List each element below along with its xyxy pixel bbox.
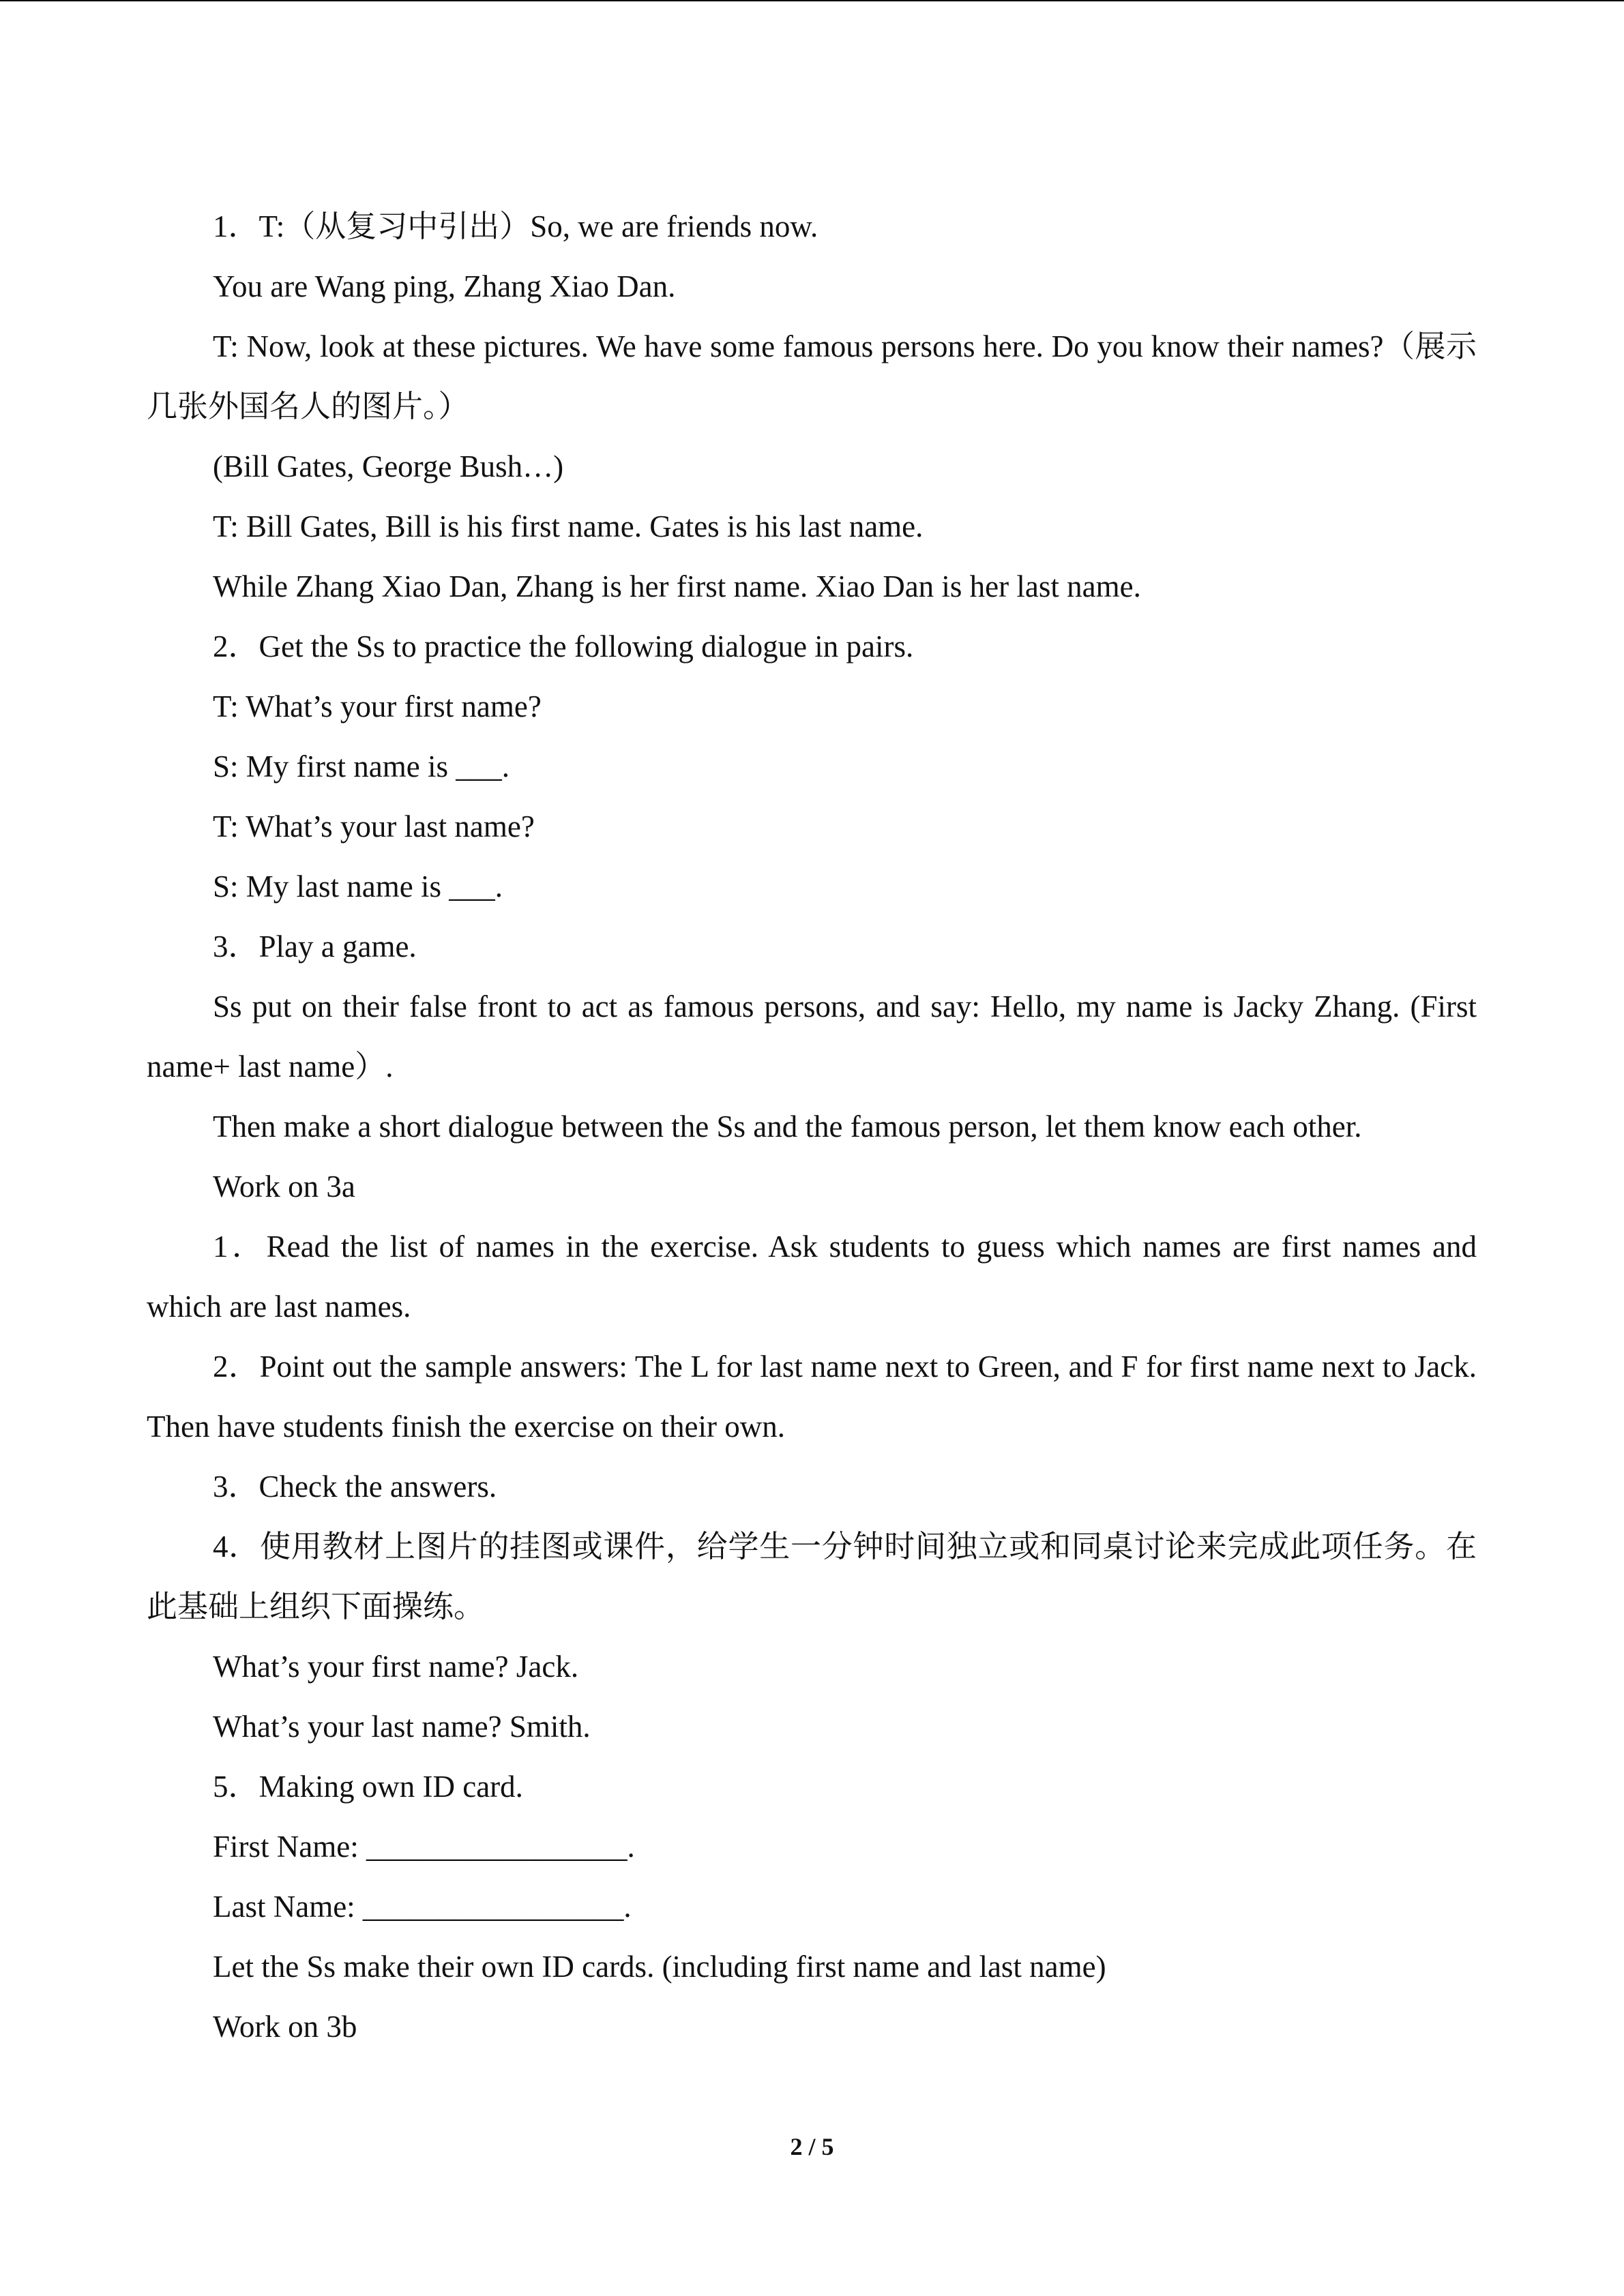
section-heading: Work on 3a [213, 1169, 355, 1204]
paragraph: 2．Get the Ss to practice the following dialogue in pairs. [213, 629, 914, 664]
paragraph: T: What’s your last name? [213, 809, 535, 844]
paragraph: What’s your first name? Jack. [213, 1650, 579, 1684]
document-body [147, 206, 1477, 2066]
paragraph: T: Now, look at these pictures. We have some famous persons here. Do you know their names?（展示几张外国名人的图片。） [147, 329, 1477, 423]
paragraph: S: My first name is ___. [213, 749, 510, 784]
paragraph: While Zhang Xiao Dan, Zhang is her first name. Xiao Dan is her last name. [213, 569, 1141, 603]
paragraph: Then make a short dialogue between the Ss and the famous person, let them know each other. [213, 1109, 1362, 1144]
paragraph: What’s your last name? Smith. [213, 1710, 591, 1744]
paragraph: 1．T:（从复习中引出）So, we are friends now. [213, 209, 818, 243]
paragraph: T: What’s your first name? [213, 689, 542, 724]
section-heading: Work on 3b [213, 2010, 357, 2044]
paragraph: 1．Read the list of names in the exercise. Ask students to guess which names are first names and which are last names. [147, 1229, 1477, 1324]
paragraph: S: My last name is ___. [213, 869, 503, 904]
paragraph: Let the Ss make their own ID cards. (including first name and last name) [213, 1950, 1106, 1984]
paragraph: 3．Check the answers. [213, 1470, 497, 1504]
paragraph: (Bill Gates, George Bush…) [213, 449, 564, 483]
paragraph: 4．使用教材上图片的挂图或课件，给学生一分钟时间独立或和同桌讨论来完成此项任务。在此基础上组织下面操练。 [147, 1530, 1477, 1624]
paragraph: Last Name: _________________. [213, 1890, 632, 1924]
paragraph: 3．Play a game. [213, 929, 417, 964]
paragraph: 5．Making own ID card. [213, 1770, 523, 1804]
paragraph: 2．Point out the sample answers: The L for last name next to Green, and F for first name next to Jack. Then have students finish the exercise on their own. [147, 1350, 1477, 1444]
paragraph: You are Wang ping, Zhang Xiao Dan. [213, 269, 676, 303]
page-number: 2 / 5 [790, 2133, 834, 2160]
paragraph: T: Bill Gates, Bill is his first name. Gates is his last name. [213, 509, 924, 543]
paragraph: First Name: _________________. [213, 1830, 635, 1864]
paragraph: Ss put on their false front to act as famous persons, and say: Hello, my name is Jacky Zhang. (First name+ last name）. [147, 989, 1477, 1084]
